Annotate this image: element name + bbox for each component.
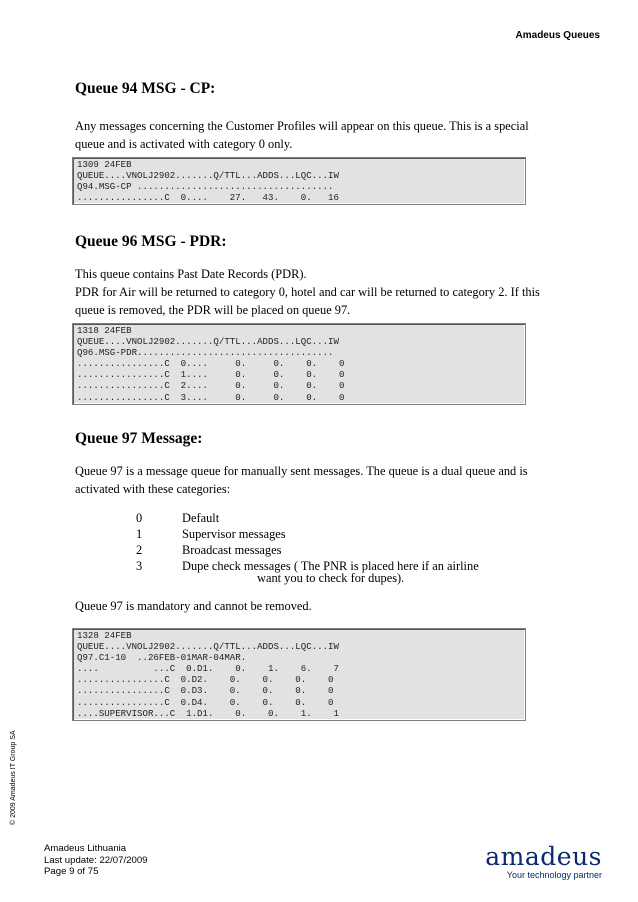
terminal-line: Q97.C1-10 ..26FEB-01MAR-04MAR. <box>77 652 247 664</box>
page-footer <box>44 843 148 878</box>
terminal-line: ................C 2.... 0. 0. 0. 0 <box>77 380 345 392</box>
section-paragraph: This queue contains Past Date Records (PDR). PDR for Air will be returned to category 0, hotel and car will be returned to category 2. If this queue is removed, the PDR will be placed on queue 97. <box>75 267 540 317</box>
terminal-line: QUEUE....VNOLJ2902.......Q/TTL...ADDS...LQC...IW <box>77 641 339 653</box>
terminal-line: QUEUE....VNOLJ2902.......Q/TTL...ADDS...LQC...IW <box>77 170 339 182</box>
terminal-line: QUEUE....VNOLJ2902.......Q/TTL...ADDS...LQC...IW <box>77 336 339 348</box>
terminal-line: ................C 0.... 27. 43. 0. 16 <box>77 192 339 204</box>
terminal-line: ................C 0.... 0. 0. 0. 0 <box>77 358 345 370</box>
terminal-line: Q94.MSG-CP .................................... <box>77 181 334 193</box>
section-paragraph: Queue 97 is a message queue for manually sent messages. The queue is a dual queue and is activated with these categories: <box>75 464 528 496</box>
section-heading: Queue 96 MSG - PDR: <box>75 233 227 250</box>
section-heading: Queue 97 Message: <box>75 430 203 447</box>
category-continuation: want you to check for dupes). <box>257 571 405 585</box>
terminal-line: ................C 0.D4. 0. 0. 0. 0 <box>77 696 334 708</box>
terminal-output <box>72 157 526 205</box>
terminal-line: ....SUPERVISOR...C 1.D1. 0. 0. 1. 1 <box>77 707 339 719</box>
section-heading: Queue 94 MSG - CP: <box>75 80 216 97</box>
section-note: Queue 97 is mandatory and cannot be removed. <box>75 599 312 613</box>
logo-wordmark: amadeus <box>485 842 602 871</box>
logo-tagline: Your technology partner <box>506 870 602 880</box>
terminal-line: 1328 24FEB <box>77 630 132 641</box>
terminal-line: .... ...C 0.D1. 0. 1. 6. 7 <box>77 663 339 675</box>
footer-last-update: Last update: 22/07/2009 <box>44 854 148 866</box>
terminal-line: Q96.MSG-PDR.................................... <box>77 347 334 359</box>
terminal-line: 1309 24FEB <box>77 159 132 170</box>
footer-company: Amadeus Lithuania <box>44 843 127 854</box>
terminal-line: ................C 0.D3. 0. 0. 0. 0 <box>77 685 334 697</box>
terminal-line: ................C 1.... 0. 0. 0. 0 <box>77 369 345 381</box>
terminal-line: ................C 3.... 0. 0. 0. 0 <box>77 391 345 403</box>
section-paragraph: Any messages concerning the Customer Profiles will appear on this queue. This is a special queue and is activated with category 0 only. <box>75 119 529 151</box>
header-title: Amadeus Queues <box>515 30 600 41</box>
copyright-notice: © 2009 Amadeus IT Group SA <box>10 730 17 825</box>
terminal-line: 1318 24FEB <box>77 325 132 336</box>
terminal-output <box>72 323 526 405</box>
terminal-output <box>72 628 526 721</box>
terminal-line: ................C 0.D2. 0. 0. 0. 0 <box>77 674 334 686</box>
amadeus-logo <box>485 844 602 880</box>
footer-page-number: Page 9 of 75 <box>44 866 99 877</box>
